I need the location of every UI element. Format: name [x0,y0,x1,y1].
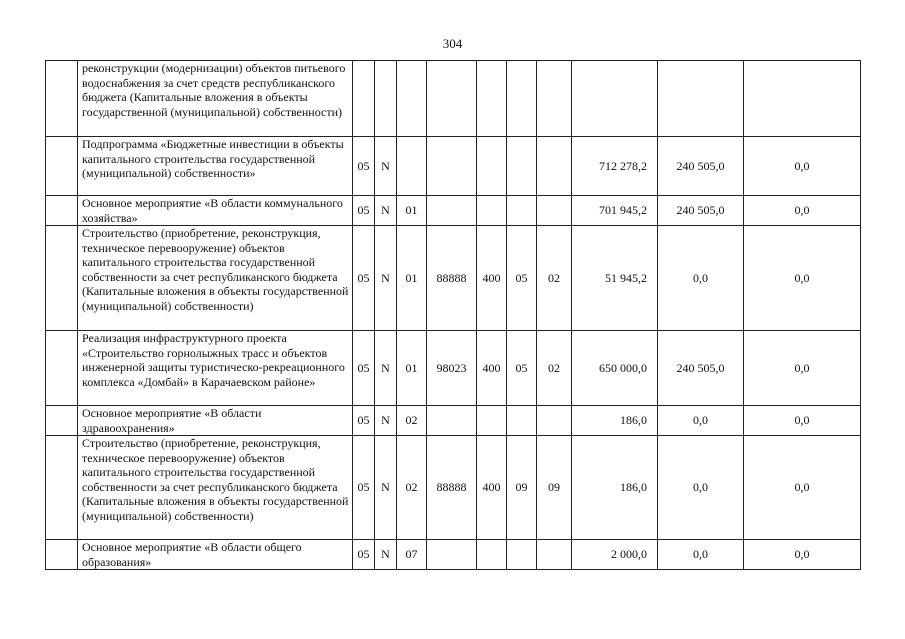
blank-cell [46,61,78,137]
code-cell: N [375,331,397,406]
code-cell: 400 [477,226,507,331]
code-cell [477,406,507,436]
code-cell [507,137,537,196]
code-cell: N [375,137,397,196]
code-cell: N [375,436,397,540]
amount-cell: 186,0 [572,436,658,540]
code-cell [537,406,572,436]
amount-cell: 0,0 [744,406,861,436]
row-name: Основное мероприятие «В области коммунального хозяйства» [78,196,353,226]
code-cell [353,61,375,137]
code-cell: 09 [537,436,572,540]
row-name: Строительство (приобретение, реконструкция, техническое перевооружение) объектов капитального строительства государственной собственности за счет республиканского бюджета (Капитальные вложения в объекты государственной (муниципальной) собственности) [78,226,353,331]
code-cell: 05 [353,540,375,570]
code-cell: N [375,406,397,436]
row-name: Реализация инфраструктурного проекта «Строительство горнолыжных трасс и объектов инженерной защиты туристическо-рекреационного комплекса «Домбай» в Карачаевском районе» [78,331,353,406]
code-cell: N [375,540,397,570]
code-cell: 88888 [427,436,477,540]
amount-cell: 51 945,2 [572,226,658,331]
amount-cell [658,61,744,137]
code-cell: 05 [353,137,375,196]
table-row [46,436,861,540]
code-cell [477,137,507,196]
amount-cell: 240 505,0 [658,196,744,226]
code-cell: 05 [353,331,375,406]
amount-cell [572,61,658,137]
blank-cell [46,540,78,570]
row-name: реконструкции (модернизации) объектов питьевого водоснабжения за счет средств республиканского бюджета (Капитальные вложения в объекты государственной (муниципальной) собственности) [78,61,353,137]
amount-cell: 240 505,0 [658,137,744,196]
code-cell [427,61,477,137]
page-number: 304 [442,36,463,51]
amount-cell: 701 945,2 [572,196,658,226]
code-cell [507,406,537,436]
code-cell: 400 [477,331,507,406]
table-row [46,406,861,436]
code-cell: 88888 [427,226,477,331]
table-row [46,331,861,406]
code-cell: N [375,196,397,226]
blank-cell [46,137,78,196]
table-row [46,61,861,137]
blank-cell [46,196,78,226]
code-cell [507,196,537,226]
table-body [46,61,861,570]
amount-cell: 2 000,0 [572,540,658,570]
code-cell: 02 [537,226,572,331]
code-cell [507,540,537,570]
code-cell [427,137,477,196]
code-cell: 07 [397,540,427,570]
amount-cell: 0,0 [744,436,861,540]
code-cell: 02 [397,436,427,540]
amount-cell: 240 505,0 [658,331,744,406]
blank-cell [46,406,78,436]
amount-cell: 0,0 [658,226,744,331]
code-cell [427,406,477,436]
amount-cell: 0,0 [744,137,861,196]
row-name: Строительство (приобретение, реконструкция, техническое перевооружение) объектов капитального строительства государственной собственности за счет республиканского бюджета (Капитальные вложения в объекты государственной (муниципальной) собственности) [78,436,353,540]
amount-cell: 0,0 [744,540,861,570]
code-cell: 01 [397,226,427,331]
code-cell: 02 [537,331,572,406]
blank-cell [46,436,78,540]
code-cell: 05 [353,226,375,331]
amount-cell: 0,0 [658,406,744,436]
amount-cell: 0,0 [744,331,861,406]
amount-cell: 186,0 [572,406,658,436]
amount-cell: 0,0 [744,196,861,226]
amount-cell: 0,0 [658,540,744,570]
table-row [46,540,861,570]
table-row [46,137,861,196]
code-cell [537,137,572,196]
amount-cell [744,61,861,137]
amount-cell: 712 278,2 [572,137,658,196]
code-cell: 05 [353,406,375,436]
code-cell: N [375,226,397,331]
code-cell [537,196,572,226]
code-cell [507,61,537,137]
code-cell: 05 [353,436,375,540]
code-cell [477,540,507,570]
code-cell: 09 [507,436,537,540]
code-cell [427,196,477,226]
blank-cell [46,226,78,331]
code-cell [397,61,427,137]
code-cell [427,540,477,570]
blank-cell [46,331,78,406]
code-cell [477,61,507,137]
table-row [46,196,861,226]
code-cell [537,61,572,137]
row-name: Основное мероприятие «В области здравоохранения» [78,406,353,436]
table-row [46,226,861,331]
code-cell: 01 [397,196,427,226]
code-cell [537,540,572,570]
code-cell: 05 [507,226,537,331]
code-cell: 05 [507,331,537,406]
code-cell [397,137,427,196]
code-cell: 05 [353,196,375,226]
code-cell [477,196,507,226]
row-name: Подпрограмма «Бюджетные инвестиции в объекты капитального строительства государственной (муниципальной) собственности» [78,137,353,196]
amount-cell: 0,0 [658,436,744,540]
code-cell: 400 [477,436,507,540]
row-name: Основное мероприятие «В области общего образования» [78,540,353,570]
code-cell: 98023 [427,331,477,406]
code-cell: 01 [397,331,427,406]
code-cell [375,61,397,137]
amount-cell: 0,0 [744,226,861,331]
budget-table [45,60,861,570]
code-cell: 02 [397,406,427,436]
amount-cell: 650 000,0 [572,331,658,406]
